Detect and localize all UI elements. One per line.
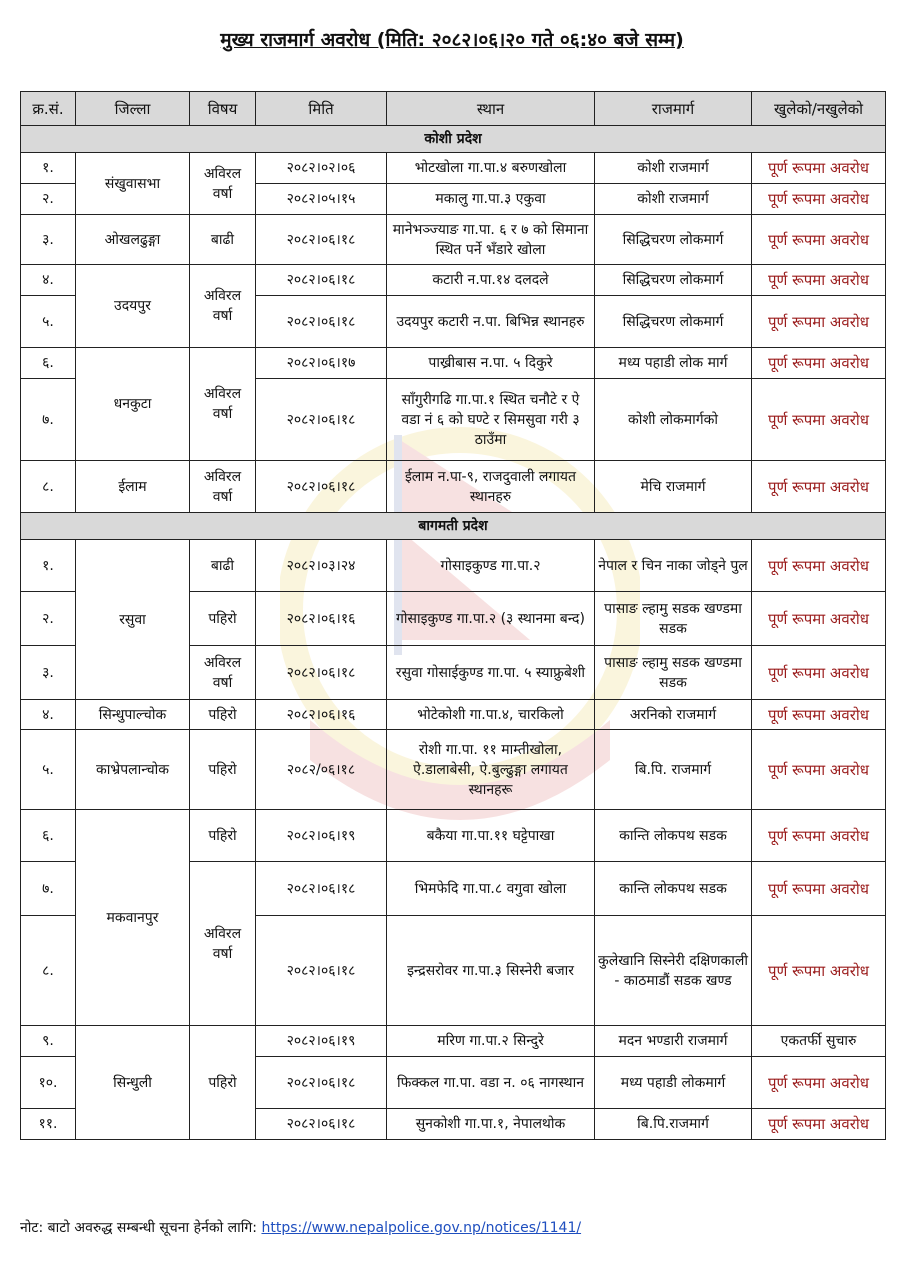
- cell-place: साँगुरीगढि गा.पा.१ स्थित चनौटे र ऐ वडा नं ६ को घण्टे र सिमसुवा गरी ३ ठाउँमा: [387, 379, 595, 461]
- cell-highway: बि.पि.राजमार्ग: [595, 1109, 752, 1140]
- cell-subject: पहिरो: [190, 700, 256, 730]
- cell-date: २०८२।०६।१८: [256, 461, 387, 513]
- cell-highway: मध्य पहाडी लोकमार्ग: [595, 1057, 752, 1109]
- cell-subject: अविरल वर्षा: [190, 862, 256, 1026]
- cell-status: पूर्ण रूपमा अवरोध: [752, 153, 886, 184]
- cell-date: २०८२।०६।१८: [256, 862, 387, 916]
- cell-place: भोटेकोशी गा.पा.४, चारकिलो: [387, 700, 595, 730]
- cell-subject: अविरल वर्षा: [190, 153, 256, 215]
- page-title: मुख्य राजमार्ग अवरोध (मिति: २०८२।०६।२० गते ०६:४० बजे सम्म): [220, 29, 684, 51]
- cell-highway: कुलेखानि सिस्नेरी दक्षिणकाली - काठमाडौं सडक खण्ड: [595, 916, 752, 1026]
- cell-district: उदयपुर: [76, 265, 190, 348]
- cell-place: ईलाम न.पा-९, राजदुवाली लगायत स्थानहरु: [387, 461, 595, 513]
- cell-district: मकवानपुर: [76, 810, 190, 1026]
- cell-highway: बि.पि. राजमार्ग: [595, 730, 752, 810]
- cell-sn: ९.: [21, 1026, 76, 1057]
- cell-sn: १०.: [21, 1057, 76, 1109]
- cell-subject: पहिरो: [190, 810, 256, 862]
- cell-status: पूर्ण रूपमा अवरोध: [752, 1057, 886, 1109]
- cell-status: पूर्ण रूपमा अवरोध: [752, 730, 886, 810]
- cell-subject: अविरल वर्षा: [190, 646, 256, 700]
- cell-subject: पहिरो: [190, 730, 256, 810]
- cell-sn: २.: [21, 184, 76, 215]
- cell-place: मानेभञ्ज्याङ गा.पा. ६ र ७ को सिमाना स्थित पर्ने भँडारे खोला: [387, 215, 595, 265]
- cell-sn: १.: [21, 540, 76, 592]
- cell-sn: ७.: [21, 379, 76, 461]
- cell-date: २०८२।०२।०६: [256, 153, 387, 184]
- section-title: बागमती प्रदेश: [21, 513, 886, 540]
- cell-sn: ६.: [21, 810, 76, 862]
- cell-district: काभ्रेपलान्चोक: [76, 730, 190, 810]
- cell-district: ईलाम: [76, 461, 190, 513]
- cell-status: एकतर्फी सुचारु: [752, 1026, 886, 1057]
- cell-place: गोसाइकुण्ड गा.पा.२: [387, 540, 595, 592]
- cell-sn: ४.: [21, 700, 76, 730]
- table-row: [21, 1026, 886, 1057]
- column-header-place: स्थान: [387, 92, 595, 126]
- cell-date: २०८२।०६।१९: [256, 810, 387, 862]
- cell-status: पूर्ण रूपमा अवरोध: [752, 700, 886, 730]
- cell-subject: अविरल वर्षा: [190, 461, 256, 513]
- cell-subject: बाढी: [190, 215, 256, 265]
- cell-status: पूर्ण रूपमा अवरोध: [752, 348, 886, 379]
- table-row: [21, 265, 886, 296]
- cell-highway: पासाङ ल्हामु सडक खण्डमा सडक: [595, 592, 752, 646]
- cell-place: कटारी न.पा.१४ दलदले: [387, 265, 595, 296]
- cell-subject: पहिरो: [190, 1026, 256, 1140]
- cell-district: रसुवा: [76, 540, 190, 700]
- cell-place: रसुवा गोसाईकुण्ड गा.पा. ५ स्याफ्रुबेशी: [387, 646, 595, 700]
- footer-note: [20, 1218, 581, 1237]
- cell-date: २०८२।०६।१८: [256, 646, 387, 700]
- cell-place: पाख्रीबास न.पा. ५ दिकुरे: [387, 348, 595, 379]
- cell-district: सिन्धुली: [76, 1026, 190, 1140]
- cell-date: २०८२।०६।१८: [256, 379, 387, 461]
- road-blockage-table: [20, 91, 886, 1140]
- cell-date: २०८२।०६।१८: [256, 916, 387, 1026]
- cell-highway: अरनिको राजमार्ग: [595, 700, 752, 730]
- cell-date: २०८२।०६।१८: [256, 1057, 387, 1109]
- cell-status: पूर्ण रूपमा अवरोध: [752, 184, 886, 215]
- cell-date: २०८२।०५।१५: [256, 184, 387, 215]
- cell-sn: ३.: [21, 215, 76, 265]
- cell-sn: ५.: [21, 730, 76, 810]
- notice-link[interactable]: https://www.nepalpolice.gov.np/notices/1141/: [261, 1220, 582, 1236]
- cell-highway: कान्ति लोकपथ सडक: [595, 862, 752, 916]
- cell-district: सिन्धुपाल्चोक: [76, 700, 190, 730]
- cell-date: २०८२।०६।१८: [256, 1109, 387, 1140]
- table-row: [21, 348, 886, 379]
- cell-date: २०८२।०६।१८: [256, 265, 387, 296]
- cell-place: गोसाइकुण्ड गा.पा.२ (३ स्थानमा बन्द): [387, 592, 595, 646]
- cell-status: पूर्ण रूपमा अवरोध: [752, 916, 886, 1026]
- cell-sn: ७.: [21, 862, 76, 916]
- cell-status: पूर्ण रूपमा अवरोध: [752, 810, 886, 862]
- column-header-subject: विषय: [190, 92, 256, 126]
- column-header-sn: क्र.सं.: [21, 92, 76, 126]
- cell-highway: मदन भण्डारी राजमार्ग: [595, 1026, 752, 1057]
- cell-status: पूर्ण रूपमा अवरोध: [752, 215, 886, 265]
- cell-highway: कोशी राजमार्ग: [595, 184, 752, 215]
- table-header-row: [21, 92, 886, 126]
- cell-status: पूर्ण रूपमा अवरोध: [752, 379, 886, 461]
- cell-sn: ४.: [21, 265, 76, 296]
- cell-date: २०८२/०६।१८: [256, 730, 387, 810]
- cell-place: भोटखोला गा.पा.४ बरुणखोला: [387, 153, 595, 184]
- cell-subject: अविरल वर्षा: [190, 348, 256, 461]
- cell-place: बकैया गा.पा.११ घट्टेपाखा: [387, 810, 595, 862]
- cell-subject: अविरल वर्षा: [190, 265, 256, 348]
- cell-highway: नेपाल र चिन नाका जोड्ने पुल: [595, 540, 752, 592]
- cell-place: इन्द्रसरोवर गा.पा.३ सिस्नेरी बजार: [387, 916, 595, 1026]
- cell-sn: ५.: [21, 296, 76, 348]
- cell-status: पूर्ण रूपमा अवरोध: [752, 461, 886, 513]
- cell-sn: ३.: [21, 646, 76, 700]
- cell-status: पूर्ण रूपमा अवरोध: [752, 592, 886, 646]
- cell-status: पूर्ण रूपमा अवरोध: [752, 1109, 886, 1140]
- cell-place: मरिण गा.पा.२ सिन्दुरे: [387, 1026, 595, 1057]
- cell-date: २०८२।०६।१९: [256, 1026, 387, 1057]
- cell-status: पूर्ण रूपमा अवरोध: [752, 540, 886, 592]
- cell-highway: मध्य पहाडी लोक मार्ग: [595, 348, 752, 379]
- cell-district: संखुवासभा: [76, 153, 190, 215]
- table-row: [21, 810, 886, 862]
- cell-highway: मेचि राजमार्ग: [595, 461, 752, 513]
- cell-place: रोशी गा.पा. ११ माम्तीखोला, ऐ.डालाबेसी, ऐ.बुल्ढुङ्गा लगायत स्थानहरू: [387, 730, 595, 810]
- cell-highway: सिद्धिचरण लोकमार्ग: [595, 296, 752, 348]
- section-row-bagmati: [21, 513, 886, 540]
- cell-highway: सिद्धिचरण लोकमार्ग: [595, 215, 752, 265]
- cell-sn: १.: [21, 153, 76, 184]
- table-row: [21, 153, 886, 184]
- cell-highway: कोशी लोकमार्गको: [595, 379, 752, 461]
- cell-highway: कान्ति लोकपथ सडक: [595, 810, 752, 862]
- cell-date: २०८२।०६।१७: [256, 348, 387, 379]
- cell-date: २०८२।०३।२४: [256, 540, 387, 592]
- cell-sn: ८.: [21, 916, 76, 1026]
- cell-place: भिमफेदि गा.पा.८ वगुवा खोला: [387, 862, 595, 916]
- cell-date: २०८२।०६।१८: [256, 215, 387, 265]
- column-header-district: जिल्ला: [76, 92, 190, 126]
- cell-date: २०८२।०६।१६: [256, 700, 387, 730]
- section-title: कोशी प्रदेश: [21, 126, 886, 153]
- cell-date: २०८२।०६।१८: [256, 296, 387, 348]
- cell-district: धनकुटा: [76, 348, 190, 461]
- section-row-koshi: [21, 126, 886, 153]
- cell-place: सुनकोशी गा.पा.१, नेपालथोक: [387, 1109, 595, 1140]
- column-header-date: मिति: [256, 92, 387, 126]
- column-header-highway: राजमार्ग: [595, 92, 752, 126]
- cell-highway: कोशी राजमार्ग: [595, 153, 752, 184]
- table-row: [21, 700, 886, 730]
- cell-sn: २.: [21, 592, 76, 646]
- cell-place: मकालु गा.पा.३ एकुवा: [387, 184, 595, 215]
- cell-sn: ८.: [21, 461, 76, 513]
- table-row: [21, 215, 886, 265]
- cell-status: पूर्ण रूपमा अवरोध: [752, 646, 886, 700]
- table-row: [21, 461, 886, 513]
- note-label: नोट: बाटो अवरुद्ध सम्बन्धी सूचना हेर्नको लागि:: [20, 1220, 258, 1236]
- cell-subject: पहिरो: [190, 592, 256, 646]
- cell-status: पूर्ण रूपमा अवरोध: [752, 265, 886, 296]
- cell-sn: ६.: [21, 348, 76, 379]
- table-row: [21, 540, 886, 592]
- cell-subject: बाढी: [190, 540, 256, 592]
- cell-place: फिक्कल गा.पा. वडा न. ०६ नागस्थान: [387, 1057, 595, 1109]
- table-row: [21, 730, 886, 810]
- cell-highway: सिद्धिचरण लोकमार्ग: [595, 265, 752, 296]
- cell-place: उदयपुर कटारी न.पा. बिभिन्न स्थानहरु: [387, 296, 595, 348]
- cell-highway: पासाङ ल्हामु सडक खण्डमा सडक: [595, 646, 752, 700]
- cell-sn: ११.: [21, 1109, 76, 1140]
- cell-status: पूर्ण रूपमा अवरोध: [752, 862, 886, 916]
- cell-date: २०८२।०६।१६: [256, 592, 387, 646]
- column-header-status: खुलेको/नखुलेको: [752, 92, 886, 126]
- cell-district: ओखलढुङ्गा: [76, 215, 190, 265]
- cell-status: पूर्ण रूपमा अवरोध: [752, 296, 886, 348]
